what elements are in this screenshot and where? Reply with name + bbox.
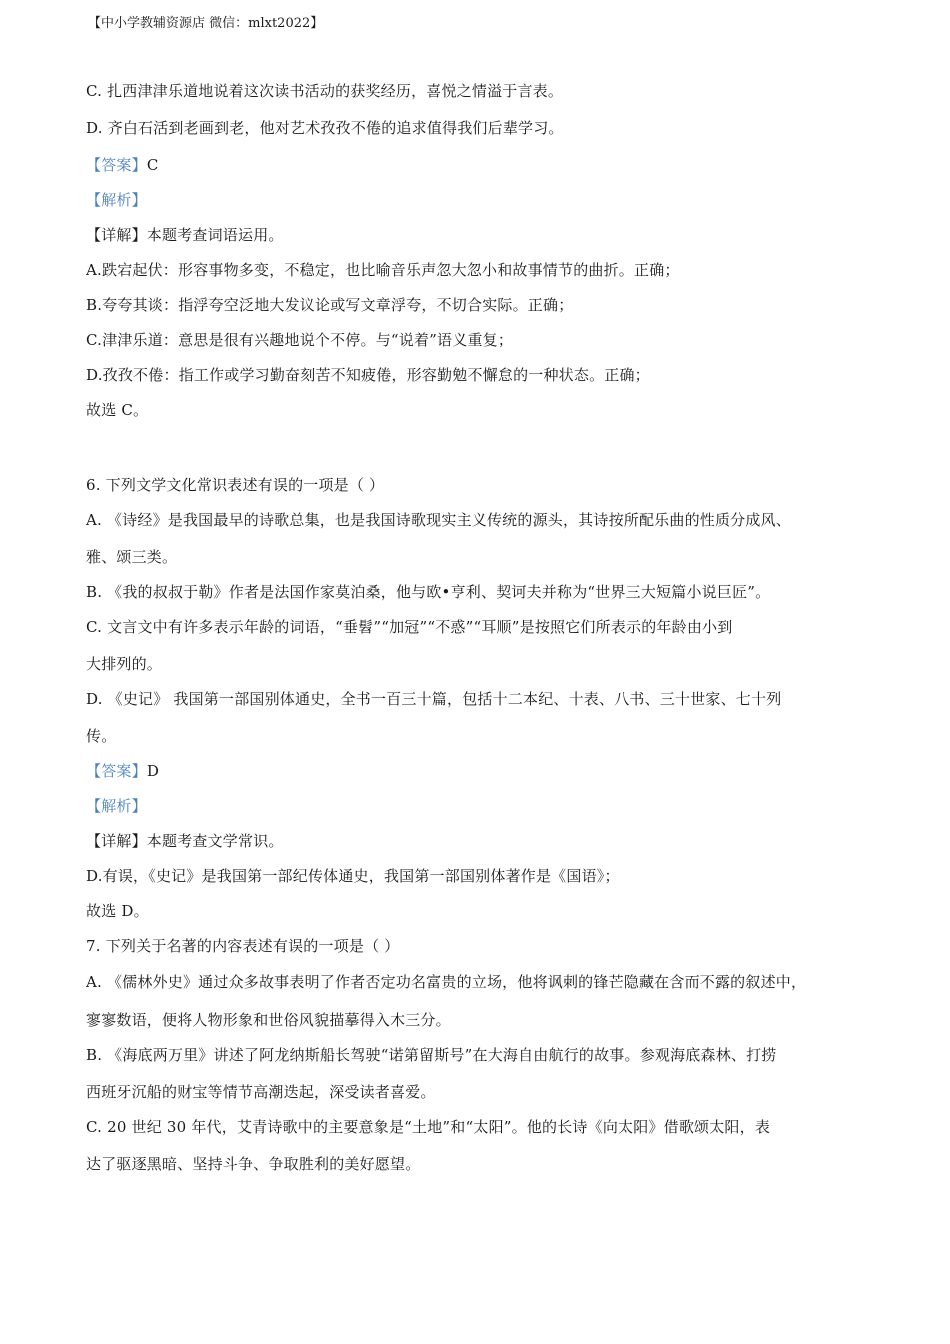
q6-stem: 6. 下列文学文化常识表述有误的一项是（ ）: [86, 476, 385, 494]
q7-option-a-line1: A. 《儒林外史》通过众多故事表明了作者否定功名富贵的立场，他将讽刺的锋芒隐藏在含而不露的叙述中，: [86, 973, 807, 991]
q7-option-b-line1: B. 《海底两万里》讲述了阿龙纳斯船长驾驶“诺第留斯号”在大海自由航行的故事。参观海底森林、打捞: [86, 1046, 777, 1064]
answer-label: 【答案】: [86, 762, 147, 780]
q6-option-c-line1: C. 文言文中有许多表示年龄的词语，“垂髫”“加冠”“不惑”“耳顺”是按照它们所表示的年龄由小到: [86, 618, 733, 636]
q6-answer: [86, 761, 876, 781]
page-header: 【中小学教辅资源店 微信：mlxt2022】: [88, 16, 324, 31]
q6-option-d-line1: D. 《史记》 我国第一部国别体通史，全书一百三十篇，包括十二本纪、十表、八书、三十世家、七十列: [86, 690, 782, 708]
q6-analysis-label: 【解析】: [86, 797, 147, 815]
q5-explanation-b: B.夸夸其谈：指浮夸空泛地大发议论或写文章浮夸，不切合实际。正确；: [86, 296, 574, 314]
q6-detail: 【详解】本题考查文学常识。: [86, 832, 284, 850]
q7-option-b-line2: 西班牙沉船的财宝等情节高潮迭起，深受读者喜爱。: [86, 1083, 436, 1101]
q7-option-c-line2: 达了驱逐黑暗、坚持斗争、争取胜利的美好愿望。: [86, 1155, 421, 1173]
q6-option-b: B. 《我的叔叔于勒》作者是法国作家莫泊桑，他与欧•亨利、契诃夫并称为“世界三大短篇小说巨匠”。: [86, 583, 771, 601]
q5-explanation-c: C.津津乐道：意思是很有兴趣地说个不停。与“说着”语义重复；: [86, 331, 514, 349]
q7-option-c-line1: C. 20 世纪 30 年代，艾青诗歌中的主要意象是“土地”和“太阳”。他的长诗《向太阳》借歌颂太阳，表: [86, 1118, 771, 1136]
q6-option-d-line2: 传。: [86, 727, 117, 745]
q5-analysis-label: 【解析】: [86, 191, 147, 209]
q5-explanation-a: A.跌宕起伏：形容事物多变，不稳定，也比喻音乐声忽大忽小和故事情节的曲折。正确；: [86, 261, 680, 279]
q6-option-a-line1: A. 《诗经》是我国最早的诗歌总集，也是我国诗歌现实主义传统的源头，其诗按所配乐曲的性质分成风、: [86, 511, 791, 529]
q6-option-c-line2: 大排列的。: [86, 655, 163, 673]
q6-explanation-d: D.有误，《史记》是我国第一部纪传体通史，我国第一部国别体著作是《国语》；: [86, 867, 620, 885]
answer-value: D: [146, 762, 160, 780]
q5-explanation-d: D.孜孜不倦：指工作或学习勤奋刻苦不知疲倦，形容勤勉不懈怠的一种状态。正确；: [86, 366, 650, 384]
q5-conclusion: 故选 C。: [86, 401, 149, 419]
answer-label: 【答案】: [86, 156, 147, 174]
answer-value: C: [146, 156, 159, 174]
q6-conclusion: 故选 D。: [86, 902, 149, 920]
q6-option-a-line2: 雅、颂三类。: [86, 548, 178, 566]
q7-stem: 7. 下列关于名著的内容表述有误的一项是（ ）: [86, 937, 400, 955]
q5-detail: 【详解】本题考查词语运用。: [86, 226, 284, 244]
q7-option-a-line2: 寥寥数语，便将人物形象和世俗风貌描摹得入木三分。: [86, 1011, 451, 1029]
q5-option-d: D. 齐白石活到老画到老，他对艺术孜孜不倦的追求值得我们后辈学习。: [86, 119, 564, 137]
q5-option-c: C. 扎西津津乐道地说着这次读书活动的获奖经历，喜悦之情溢于言表。: [86, 82, 564, 100]
q5-answer: [86, 155, 876, 175]
